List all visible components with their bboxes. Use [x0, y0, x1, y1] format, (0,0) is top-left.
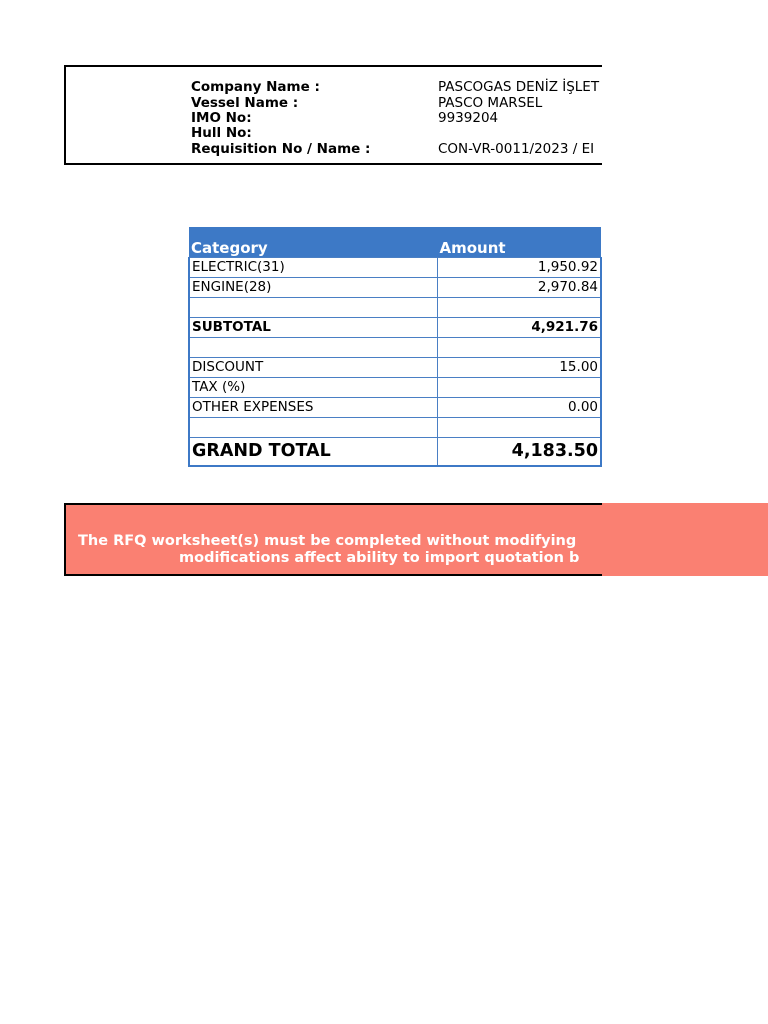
other-expenses-row: [189, 398, 601, 418]
requisition-label: Requisition No / Name :: [191, 141, 371, 157]
subtotal-row: [189, 318, 601, 338]
grand-total-value[interactable]: 4,183.50: [438, 438, 602, 467]
vessel-value: PASCO MARSEL: [438, 95, 543, 111]
amount-header: Amount: [438, 228, 602, 258]
summary-header-row: [189, 228, 601, 258]
discount-label[interactable]: DISCOUNT: [189, 358, 438, 378]
warning-line-1: The RFQ worksheet(s) must be completed without modifying: [78, 533, 577, 549]
category-cell[interactable]: ENGINE(28): [189, 278, 438, 298]
other-expenses-value[interactable]: 0.00: [438, 398, 602, 418]
company-value: PASCOGAS DENİZ İŞLET: [438, 79, 600, 95]
other-expenses-label[interactable]: OTHER EXPENSES: [189, 398, 438, 418]
category-summary-table: [188, 227, 602, 467]
vessel-label: Vessel Name :: [191, 95, 299, 111]
empty-row: [189, 338, 601, 358]
warning-border: [64, 503, 602, 576]
empty-cell[interactable]: [189, 298, 438, 318]
subtotal-label[interactable]: SUBTOTAL: [189, 318, 438, 338]
empty-row: [189, 418, 601, 438]
category-cell[interactable]: ELECTRIC(31): [189, 258, 438, 278]
grand-total-row: [189, 438, 601, 467]
vessel-info-box: [64, 65, 602, 165]
warning-line-2: modifications affect ability to import quotation b: [179, 550, 580, 566]
tax-label[interactable]: TAX (%): [189, 378, 438, 398]
rfq-warning-banner: [0, 503, 768, 576]
hull-label: Hull No:: [191, 125, 252, 141]
discount-row: [189, 358, 601, 378]
discount-value[interactable]: 15.00: [438, 358, 602, 378]
table-row: [189, 258, 601, 278]
empty-cell[interactable]: [438, 418, 602, 438]
requisition-value: CON-VR-0011/2023 / EI: [438, 141, 595, 157]
company-label: Company Name :: [191, 79, 320, 95]
category-header: Category: [189, 228, 438, 258]
amount-cell[interactable]: 1,950.92: [438, 258, 602, 278]
tax-value[interactable]: [438, 378, 602, 398]
empty-cell[interactable]: [438, 298, 602, 318]
imo-value: 9939204: [438, 110, 499, 126]
empty-row: [189, 298, 601, 318]
table-row: [189, 278, 601, 298]
empty-cell[interactable]: [438, 338, 602, 358]
tax-row: [189, 378, 601, 398]
grand-total-label[interactable]: GRAND TOTAL: [189, 438, 438, 467]
amount-cell[interactable]: 2,970.84: [438, 278, 602, 298]
empty-cell[interactable]: [189, 418, 438, 438]
empty-cell[interactable]: [189, 338, 438, 358]
imo-label: IMO No:: [191, 110, 252, 126]
subtotal-value[interactable]: 4,921.76: [438, 318, 602, 338]
